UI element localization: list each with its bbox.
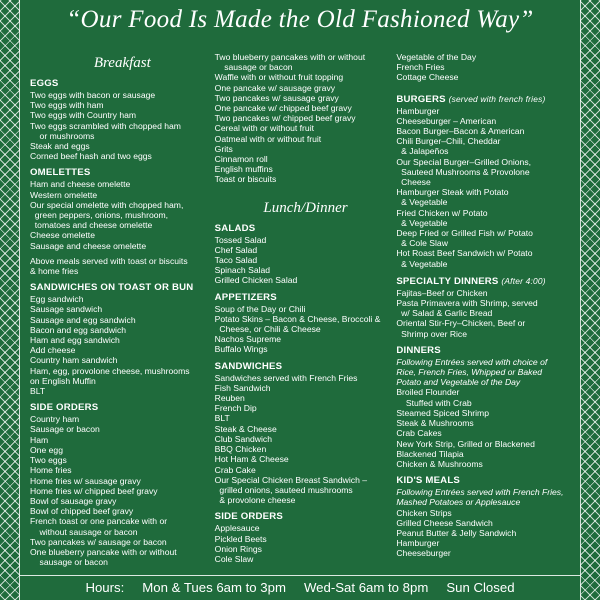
menu-item: Country ham xyxy=(30,414,80,425)
right-decorative-border xyxy=(580,0,600,600)
menu-item: Two eggs scrambled with chopped ham xyxy=(30,120,181,131)
menu-column-breakfast xyxy=(30,52,215,574)
menu-item: & Vegetable xyxy=(396,258,448,269)
menu-item: Home fries xyxy=(30,465,72,476)
section-title: SPECIALTY DINNERS xyxy=(396,275,499,287)
menu-item: Ham and egg sandwich xyxy=(30,335,120,346)
menu-item: Two eggs with bacon or sausage xyxy=(30,90,156,100)
menu-item: Toast or biscuits xyxy=(214,174,277,185)
menu-item: Cheeseburger xyxy=(396,548,451,559)
menu-item: Shrimp over Rice xyxy=(396,328,468,339)
menu-item: Steak & Mushrooms xyxy=(396,418,474,429)
section-note-line: Following Entrées served with French Fries, xyxy=(396,487,564,498)
hours-label: Hours: xyxy=(85,580,125,595)
section-heading xyxy=(215,361,397,373)
menu-item: Deep Fried or Grilled Fish w/ Potato xyxy=(396,228,533,239)
menu-item: Chef Salad xyxy=(214,244,258,255)
menu-item: green peppers, onions, mushroom, xyxy=(30,210,169,221)
menu-item: Fried Chicken w/ Potato xyxy=(396,207,488,218)
section-note-line: Potato and Vegetable of the Day xyxy=(396,377,521,388)
menu-item: & home fries xyxy=(30,266,79,277)
menu-item: One egg xyxy=(30,444,63,455)
section-heading xyxy=(396,475,576,487)
menu-item: Ham, egg, provolone cheese, mushrooms xyxy=(30,365,190,376)
menu-item: Blackened Tilapia xyxy=(396,448,464,459)
menu-item: Bowl of sausage gravy xyxy=(30,495,117,506)
menu-item: tomatoes and cheese omelette xyxy=(30,220,153,231)
menu-item: Pasta Primavera with Shrimp, served xyxy=(396,298,538,309)
menu-item: Steamed Spiced Shrimp xyxy=(396,407,489,418)
section-title: OMELETTES xyxy=(30,167,91,179)
section-note-line: Rice, French Fries, Whipped or Baked xyxy=(396,367,543,378)
section-title: BURGERS xyxy=(396,93,446,105)
menu-item: Cole Slaw xyxy=(214,553,254,564)
menu-item: on English Muffin xyxy=(30,375,96,386)
menu-item: Two eggs xyxy=(30,455,67,466)
section-heading xyxy=(30,402,215,414)
menu-item: & Jalapeños xyxy=(396,146,449,157)
menu-item: Ham xyxy=(30,434,49,445)
hours-wed-sat: Wed-Sat 6am to 8pm xyxy=(303,580,429,595)
menu-item: without sausage or bacon xyxy=(30,526,138,537)
menu-item: Grits xyxy=(214,143,233,154)
menu-item: Peanut Butter & Jelly Sandwich xyxy=(396,527,517,538)
menu-item: Onion Rings xyxy=(214,543,262,554)
section-title: SIDE ORDERS xyxy=(214,511,283,523)
menu-item: grilled onions, sauteed mushrooms xyxy=(214,484,353,495)
menu-item: Cheese, or Chili & Cheese xyxy=(214,324,321,335)
section-heading xyxy=(30,78,215,90)
menu-item: Sandwiches served with French Fries xyxy=(214,372,358,383)
menu-item: Cheese xyxy=(396,177,431,188)
hours-bar xyxy=(20,575,580,600)
section-title: DINNERS xyxy=(396,344,441,356)
menu-item: Steak & Cheese xyxy=(214,423,277,434)
menu-item: Reuben xyxy=(214,393,245,404)
section-title: EGGS xyxy=(30,78,59,89)
menu-item: sausage or bacon xyxy=(214,62,293,73)
menu-item: Nachos Supreme xyxy=(214,334,282,345)
menu-item: Hot Roast Beef Sandwich w/ Potato xyxy=(396,248,533,259)
menu-item: One blueberry pancake with or without xyxy=(30,546,177,557)
menu-item: Tossed Salad xyxy=(214,234,267,245)
section-title: APPETIZERS xyxy=(214,291,277,303)
menu-item: BLT xyxy=(214,413,230,424)
menu-item: & Vegetable xyxy=(396,217,448,228)
section-heading xyxy=(30,167,215,179)
menu-item: Chicken Strips xyxy=(396,507,452,518)
menu-item: & Vegetable xyxy=(396,197,448,208)
menu-item: Home fries w/ chipped beef gravy xyxy=(30,485,158,496)
menu-item: w/ Salad & Garlic Bread xyxy=(396,308,493,319)
section-heading xyxy=(396,345,576,357)
menu-item: Hamburger xyxy=(396,538,440,549)
menu-item: Bowl of chipped beef gravy xyxy=(30,506,134,517)
section-title: SIDE ORDERS xyxy=(30,402,99,414)
menu-item: Cottage Cheese xyxy=(396,72,459,83)
menu-item: Two eggs with ham xyxy=(30,100,104,111)
menu-item: Chili Burger–Chili, Cheddar xyxy=(396,136,501,147)
section-heading xyxy=(215,223,397,235)
menu-item: Country ham sandwich xyxy=(30,355,118,366)
menu-item: Cereal with or without fruit xyxy=(214,123,315,134)
menu-item: Two blueberry pancakes with or without xyxy=(214,52,366,62)
menu-item: Hamburger xyxy=(396,105,440,116)
menu-column-middle xyxy=(215,52,397,574)
menu-item: New York Strip, Grilled or Blackened xyxy=(396,438,535,449)
hours-mon-tue: Mon & Tues 6am to 3pm xyxy=(142,580,286,595)
menu-item: Broiled Flounder xyxy=(396,387,460,398)
menu-item: Two pancakes w/ sausage gravy xyxy=(214,92,339,103)
menu-item: Two eggs with Country ham xyxy=(30,110,137,121)
section-note: (served with french fries) xyxy=(448,93,546,104)
section-heading xyxy=(396,275,576,288)
left-decorative-border xyxy=(0,0,20,600)
meal-heading: Breakfast xyxy=(93,55,151,71)
menu-item: Buffalo Wings xyxy=(214,344,268,355)
menu-item: & Cole Slaw xyxy=(396,238,448,249)
menu-item: Above meals served with toast or biscuits xyxy=(30,255,188,266)
menu-item: French Dip xyxy=(214,403,257,414)
section-heading xyxy=(215,292,397,304)
menu-item: Two pancakes w/ sausage or bacon xyxy=(30,536,167,547)
menu-item: BLT xyxy=(30,386,46,397)
menu-item: & provolone cheese xyxy=(214,495,296,506)
menu-item: Grilled Chicken Salad xyxy=(214,275,298,286)
menu-item: Crab Cakes xyxy=(396,428,442,439)
menu-item: One pancake w/ chipped beef gravy xyxy=(214,103,352,114)
menu-item: English muffins xyxy=(214,164,273,175)
menu-item: Add cheese xyxy=(30,345,76,356)
section-heading xyxy=(30,282,215,294)
menu-item: Fajitas–Beef or Chicken xyxy=(396,287,488,298)
section-note-line: Following Entrées served with choice of xyxy=(396,356,548,367)
menu-item: Our special omelette with chopped ham, xyxy=(30,199,184,210)
section-note: (After 4:00) xyxy=(501,275,546,286)
menu-item: Steak and eggs xyxy=(30,141,90,152)
menu-item: One pancake w/ sausage gravy xyxy=(214,82,336,93)
menu-tagline: “Our Food Is Made the Old Fashioned Way” xyxy=(66,6,534,33)
menu-item: Pickled Beets xyxy=(214,533,267,544)
section-title: SALADS xyxy=(214,222,256,234)
meal-heading: Lunch/Dinner xyxy=(263,199,348,216)
menu-item: Soup of the Day or Chili xyxy=(214,303,306,314)
section-note-line: Mashed Potatoes or Applesauce xyxy=(396,497,521,508)
menu-item: Oriental Stir-Fry–Chicken, Beef or xyxy=(396,318,526,329)
menu-item: Taco Salad xyxy=(214,255,258,266)
menu-item: Ham and cheese omelette xyxy=(30,179,131,190)
menu-item: Cheese omelette xyxy=(30,230,95,241)
menu-item: Two pancakes w/ chipped beef gravy xyxy=(214,113,356,124)
section-heading xyxy=(215,511,397,523)
menu-item: Cinnamon roll xyxy=(214,154,268,165)
menu-item: Stuffed with Crab xyxy=(396,397,472,408)
menu-item: Crab Cake xyxy=(214,464,256,475)
menu-item: Grilled Cheese Sandwich xyxy=(396,517,493,528)
menu-item: Our Special Burger–Grilled Onions, xyxy=(396,156,532,167)
menu-item: Egg sandwich xyxy=(30,294,84,305)
menu-item: Sausage and cheese omelette xyxy=(30,240,147,251)
menu-item: Sausage sandwich xyxy=(30,304,103,315)
menu-item: Chicken & Mushrooms xyxy=(396,458,483,469)
menu-item: Home fries w/ sausage gravy xyxy=(30,475,141,486)
menu-item: Western omelette xyxy=(30,189,98,200)
menu-item: Hot Ham & Cheese xyxy=(214,454,289,465)
menu-item: Sausage and egg sandwich xyxy=(30,314,136,325)
menu-item: French Fries xyxy=(396,62,445,73)
menu-column-right xyxy=(396,52,576,574)
menu-item: Spinach Salad xyxy=(214,265,271,276)
menu-item: or mushrooms xyxy=(30,130,95,141)
menu-item: BBQ Chicken xyxy=(214,444,267,455)
menu-item: sausage or bacon xyxy=(30,557,108,568)
menu-columns xyxy=(30,52,576,574)
menu-item: French toast or one pancake with or xyxy=(30,516,168,527)
section-title: KID'S MEALS xyxy=(396,475,460,487)
menu-item: Applesauce xyxy=(214,523,260,534)
section-heading xyxy=(396,93,576,106)
menu-item: Our Special Chicken Breast Sandwich – xyxy=(214,474,368,485)
menu-item: Vegetable of the Day xyxy=(396,52,477,62)
menu-item: Waffle with or without fruit topping xyxy=(214,72,344,83)
menu-item: Fish Sandwich xyxy=(214,382,271,393)
hours-sunday: Sun Closed xyxy=(446,580,515,595)
menu-item: Corned beef hash and two eggs xyxy=(30,151,152,162)
menu-item: Cheeseburger – American xyxy=(396,115,497,126)
section-title: SANDWICHES xyxy=(214,360,283,372)
menu-item: Bacon and egg sandwich xyxy=(30,324,127,335)
menu-item: Sauteed Mushrooms & Provolone xyxy=(396,166,530,177)
menu-item: Sausage or bacon xyxy=(30,424,100,435)
section-title: SANDWICHES ON TOAST OR BUN xyxy=(30,282,194,294)
menu-item: Oatmeal with or without fruit xyxy=(214,133,322,144)
menu-item: Potato Skins – Bacon & Cheese, Broccoli & xyxy=(214,313,381,324)
menu-item: Club Sandwich xyxy=(214,433,272,444)
menu-item: Hamburger Steak with Potato xyxy=(396,187,509,198)
menu-item: Bacon Burger–Bacon & American xyxy=(396,126,525,137)
